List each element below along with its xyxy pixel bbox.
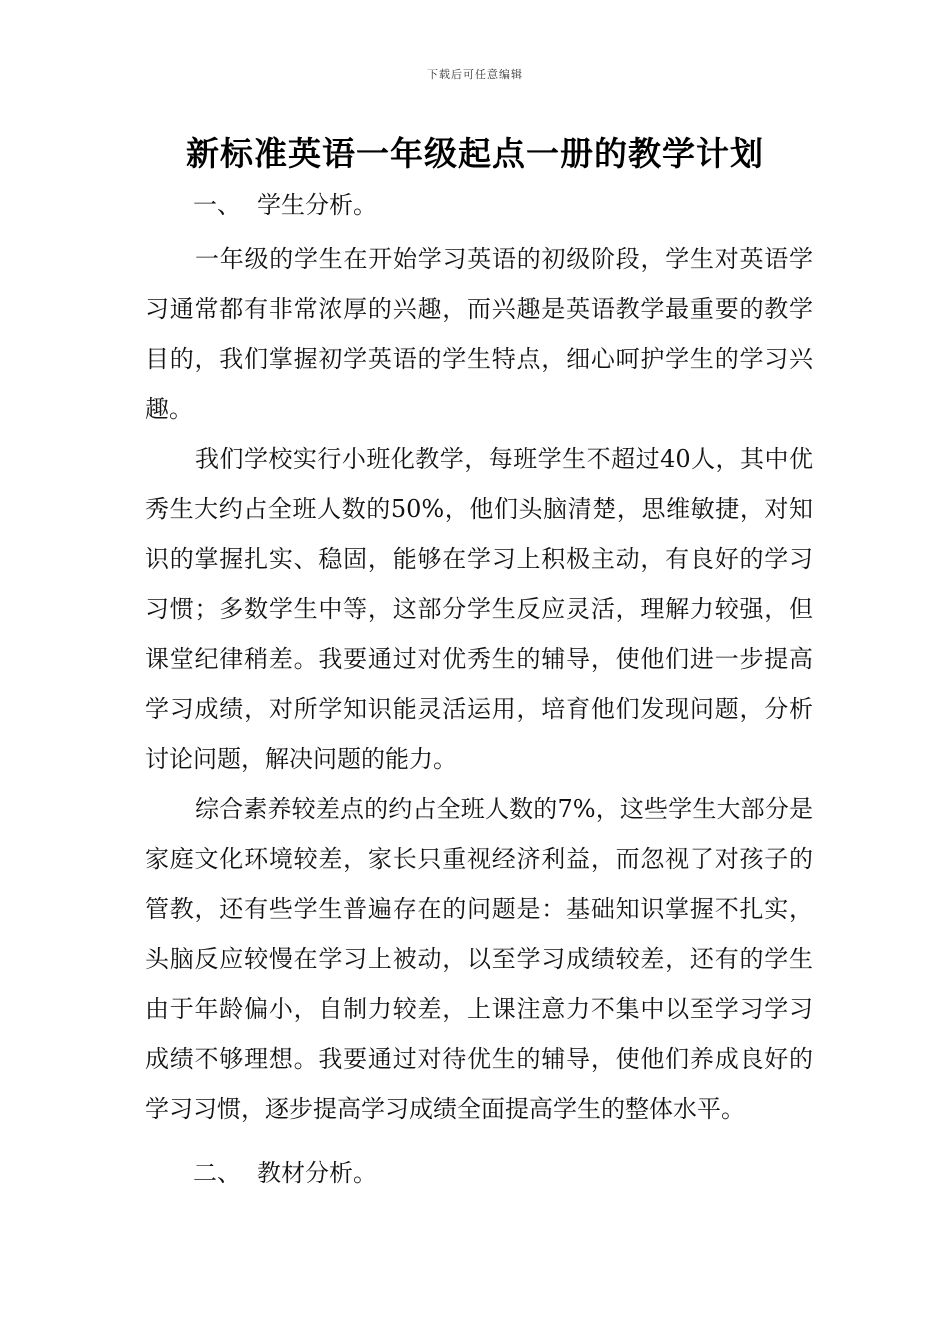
section-title: 学生分析。	[257, 191, 377, 219]
section-number: 二、	[193, 1159, 241, 1187]
section-heading-2	[145, 1148, 813, 1198]
paragraph: 一年级的学生在开始学习英语的初级阶段，学生对英语学习通常都有非常浓厚的兴趣，而兴趣是英语教学最重要的教学目的，我们掌握初学英语的学生特点，细心呵护学生的学习兴趣。	[145, 245, 813, 423]
section-heading-1	[145, 180, 813, 230]
paragraph: 综合素养较差点的约占全班人数的7%，这些学生大部分是家庭文化环境较差，家长只重视经济利益，而忽视了对孩子的管教，还有些学生普遍存在的问题是：基础知识掌握不扎实，头脑反应较慢在学习上被动，以至学习成绩较差，还有的学生由于年龄偏小，自制力较差，上课注意力不集中以至学习学习成绩不够理想。我要通过对待优生的辅导，使他们养成良好的学习习惯，逐步提高学习成绩全面提高学生的整体水平。	[145, 795, 813, 1123]
section-title: 教材分析。	[257, 1159, 377, 1187]
section-number: 一、	[193, 191, 241, 219]
document-title: 新标准英语一年级起点一册的教学计划	[186, 134, 764, 173]
spacer	[145, 1134, 813, 1148]
header-note: 下载后可任意编辑	[427, 68, 523, 81]
paragraph: 我们学校实行小班化教学，每班学生不超过40人，其中优秀生大约占全班人数的50%，他们头脑清楚，思维敏捷，对知识的掌握扎实、稳固，能够在学习上积极主动，有良好的学习习惯；多数学生中等，这部分学生反应灵活，理解力较强，但课堂纪律稍差。我要通过对优秀生的辅导，使他们进一步提高学习成绩，对所学知识能灵活运用，培育他们发现问题，分析讨论问题，解决问题的能力。	[145, 445, 813, 773]
document-body	[145, 180, 813, 1198]
